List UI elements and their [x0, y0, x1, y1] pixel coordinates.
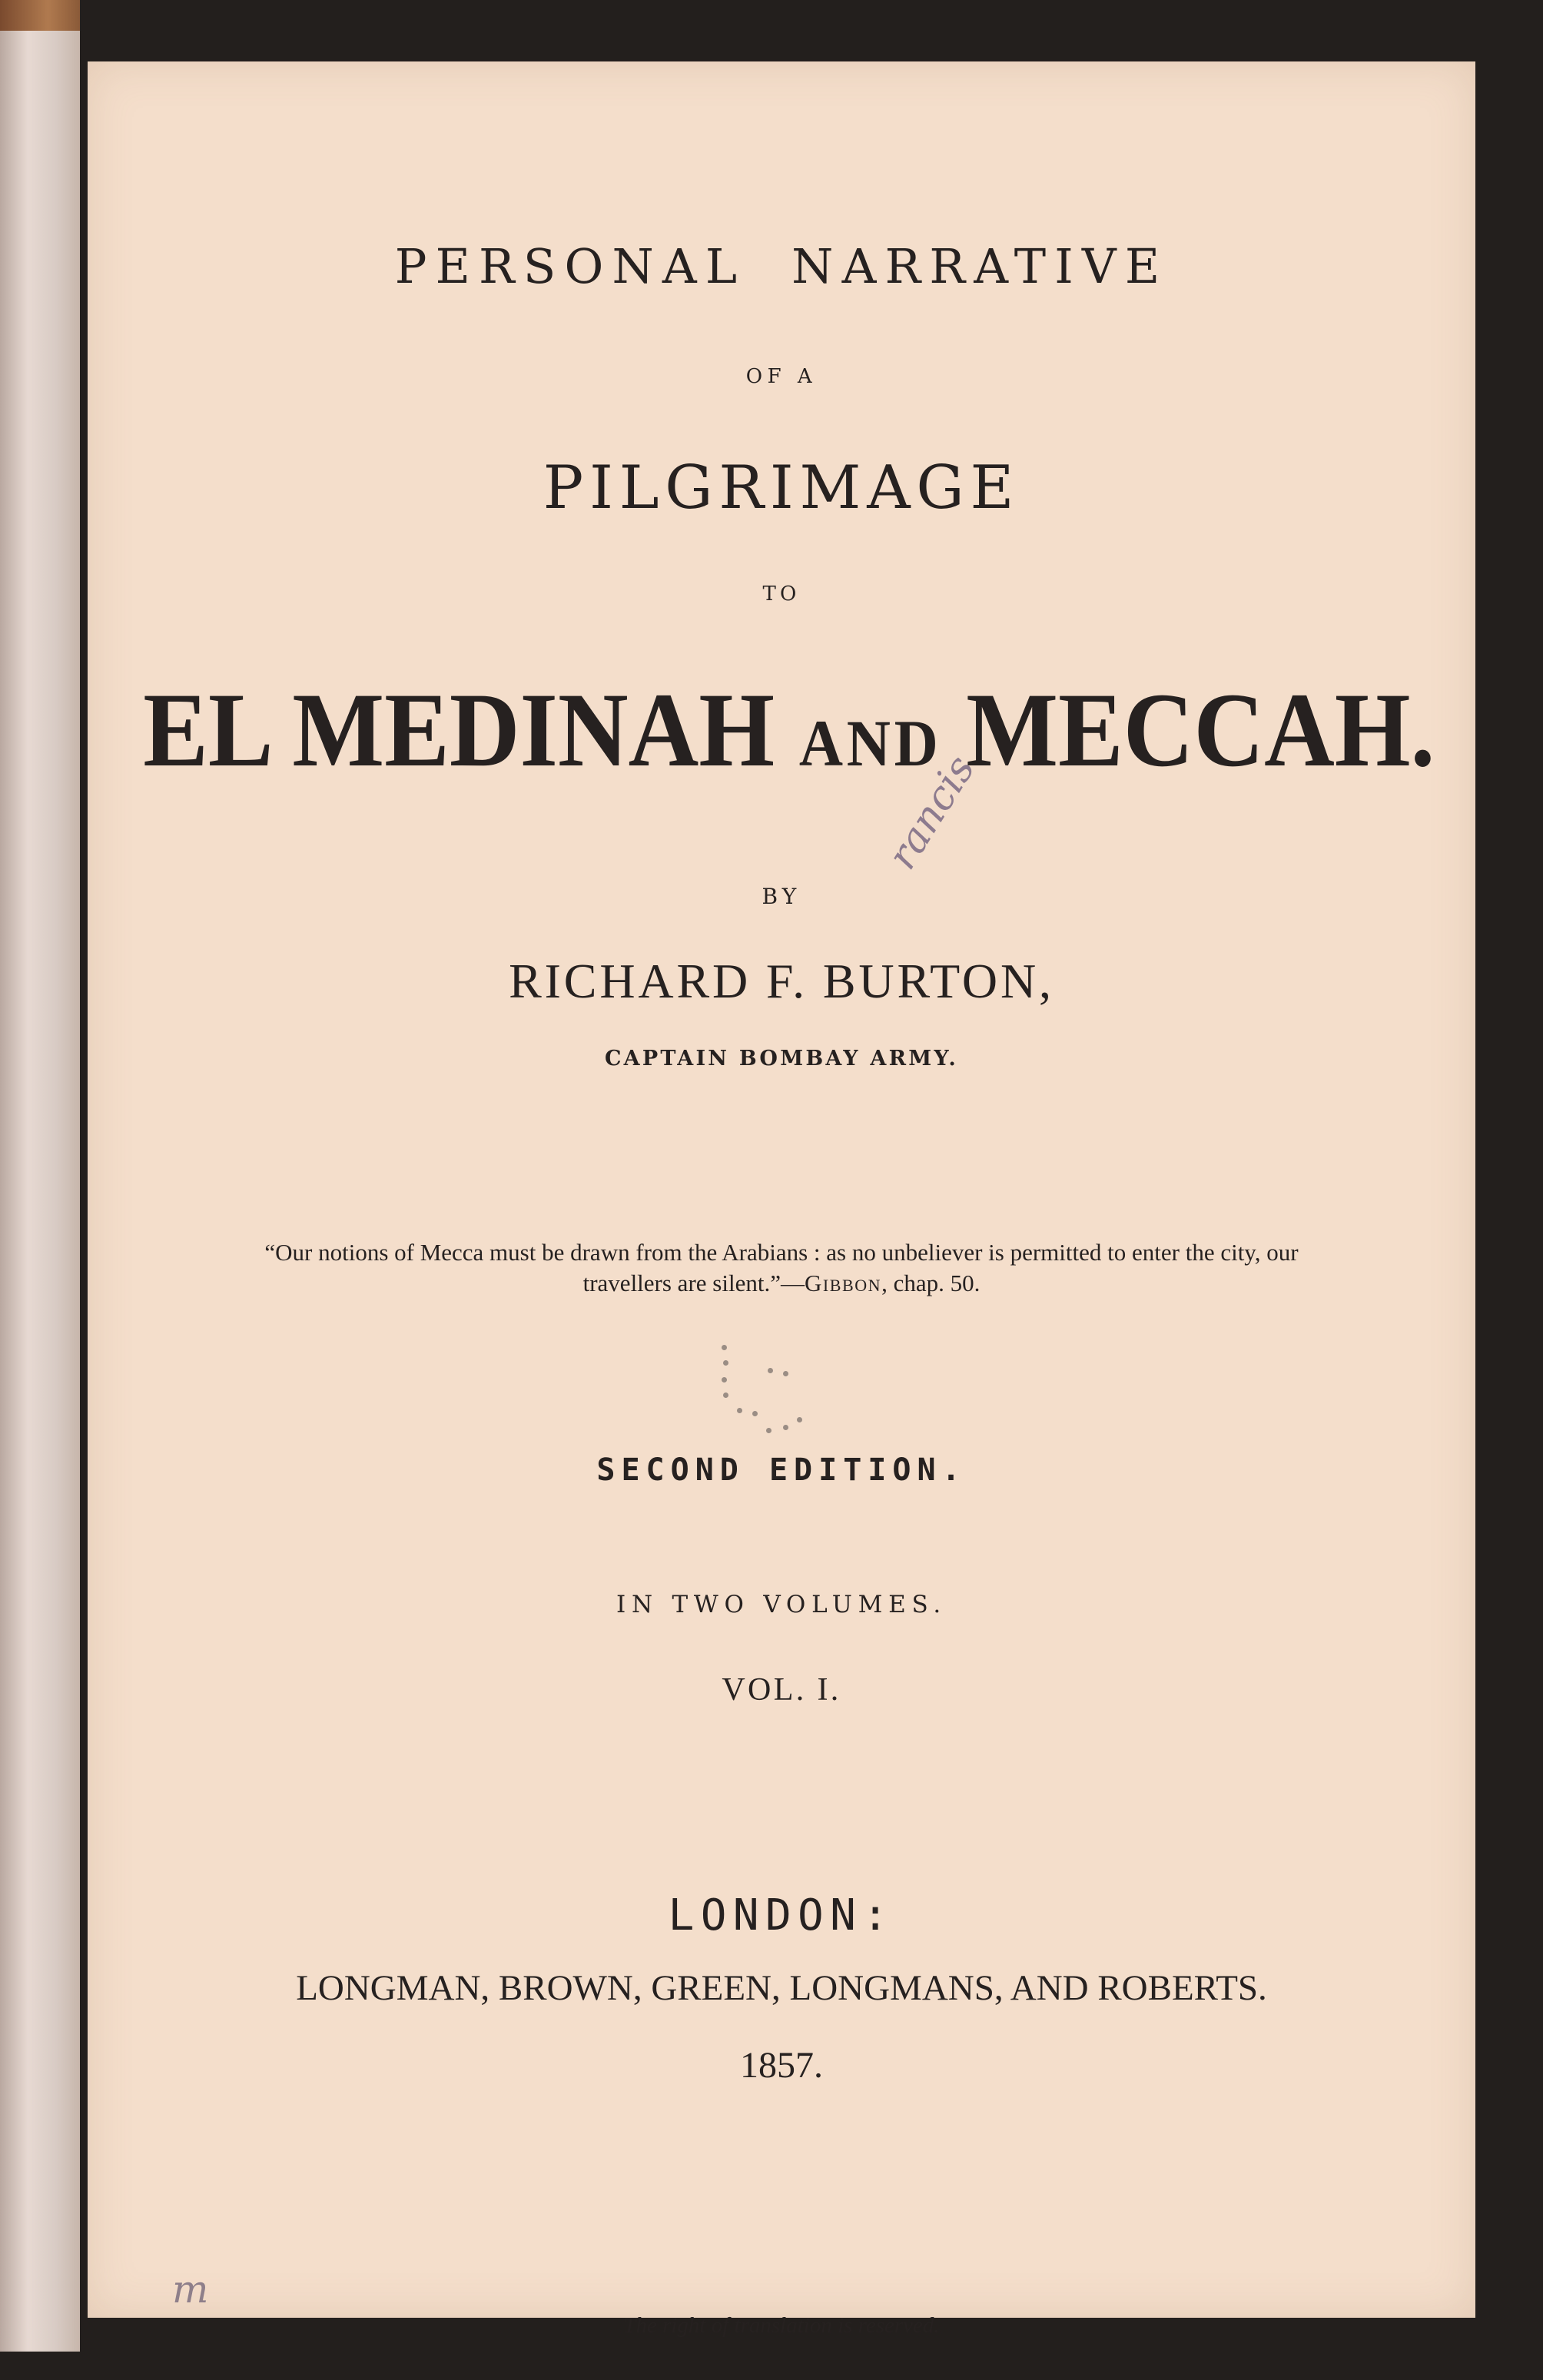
imprint-city: LONDON:: [668, 1890, 895, 1940]
author-name: RICHARD F. BURTON,: [509, 954, 1054, 1008]
author-rank: CAPTAIN BOMBAY ARMY.: [604, 1047, 959, 1071]
handwritten-corner-mark: m: [172, 2267, 209, 2312]
imprint-publisher: LONGMAN, BROWN, GREEN, LONGMANS, AND ROBERTS.: [296, 1968, 1267, 2008]
title-place-medinah: EL MEDINAH: [143, 671, 775, 788]
cover-board: [0, 31, 80, 2352]
edition-statement: SECOND EDITION.: [596, 1452, 967, 1488]
title-word-narrative: NARRATIVE: [791, 238, 1169, 294]
blind-stamp: [706, 1337, 814, 1445]
epigraph-text: “Our notions of Mecca must be drawn from the Arabians : as no unbeliever is permitted to enter the city, our travellers are silent.”—: [264, 1239, 1299, 1296]
epigraph-source-ref: , chap. 50.: [881, 1270, 981, 1296]
rights-notice: The right of translation is reserved.: [623, 2313, 940, 2338]
title-main: [143, 669, 1435, 791]
byline-by: BY: [762, 884, 801, 909]
title-pilgrimage: PILGRIMAGE: [543, 453, 1020, 523]
title-and: AND: [798, 706, 942, 780]
volume-number: VOL. I.: [722, 1672, 841, 1708]
title-line-1: [88, 238, 1475, 294]
title-place-meccah: MECCAH.: [966, 671, 1435, 788]
title-to: TO: [762, 583, 801, 606]
handwritten-marginal-note: rancis: [879, 747, 984, 878]
epigraph: [88, 1237, 1475, 1299]
epigraph-source-name: Gibbon: [804, 1270, 882, 1296]
title-of-a: OF A: [745, 365, 818, 388]
title-word-personal: PERSONAL: [394, 238, 746, 294]
imprint-year: 1857.: [740, 2045, 823, 2086]
title-page: [88, 61, 1475, 2338]
volumes-statement: IN TWO VOLUMES.: [616, 1591, 947, 1618]
